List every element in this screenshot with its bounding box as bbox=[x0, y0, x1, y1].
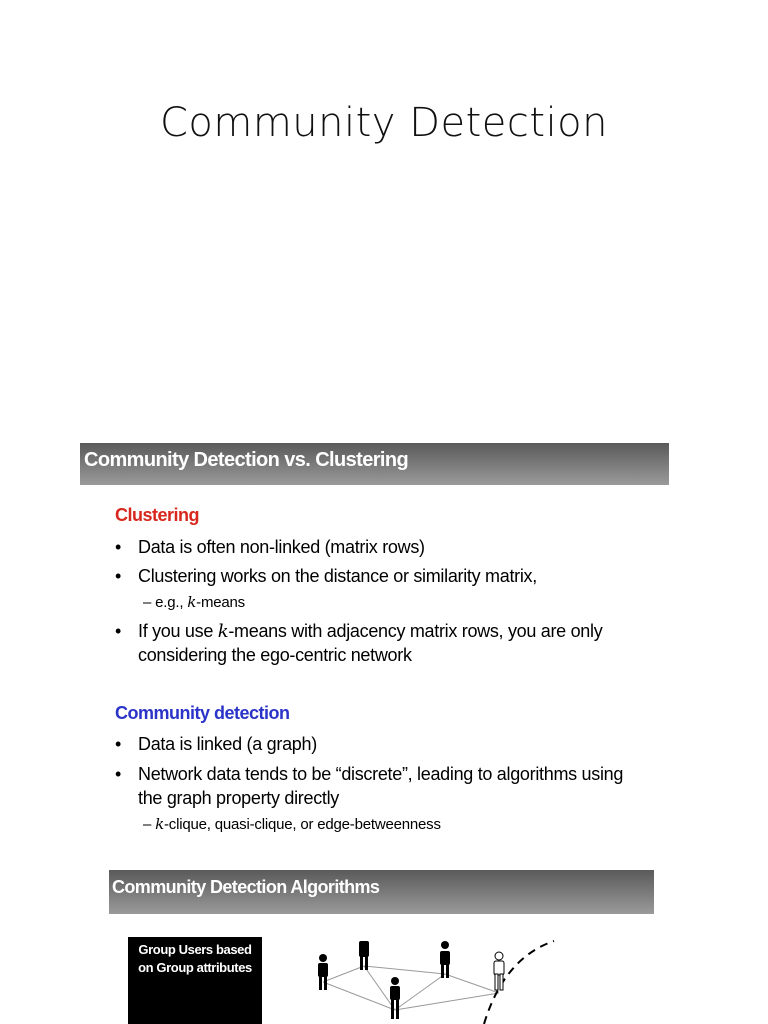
clustering-heading: Clustering bbox=[115, 505, 200, 525]
edge bbox=[395, 974, 445, 1010]
bullet-text bbox=[138, 619, 602, 644]
network-diagram bbox=[309, 938, 655, 1024]
clustering-bullet-3 bbox=[115, 619, 655, 669]
bullet-glyph: • bbox=[115, 764, 122, 784]
k-symbol: k bbox=[187, 593, 197, 611]
slide-header bbox=[109, 870, 654, 914]
edge bbox=[323, 982, 395, 1010]
bullet3-suffix: -means with adjacency matrix rows, you are only bbox=[228, 621, 603, 641]
page-title: Community Detection bbox=[159, 100, 609, 146]
person-icon bbox=[440, 941, 450, 978]
slide-community-detection-algorithms bbox=[109, 870, 655, 1024]
sub-suffix: -means bbox=[196, 594, 245, 611]
slide-header-title: Community Detection Algorithms bbox=[112, 877, 380, 897]
bullet3-prefix: If you use bbox=[138, 621, 218, 641]
slide-header bbox=[80, 443, 669, 485]
slide-community-vs-clustering bbox=[80, 443, 669, 843]
sub-prefix: – e.g., bbox=[143, 594, 188, 611]
edge bbox=[445, 974, 499, 993]
bullet-text: Network data tends to be “discrete”, leading to algorithms using bbox=[138, 764, 624, 784]
edge bbox=[323, 966, 364, 982]
k-symbol: k bbox=[217, 621, 229, 642]
person-icon bbox=[390, 977, 400, 1019]
network-edges bbox=[323, 966, 499, 1010]
box-line-2: on Group attributes bbox=[138, 960, 252, 975]
clustering-sub-kmeans bbox=[143, 593, 245, 611]
bullet-text-line2: considering the ego-centric network bbox=[138, 645, 412, 665]
sub-prefix: – bbox=[143, 816, 156, 833]
person-outline-icon bbox=[494, 952, 504, 990]
bullet-glyph: • bbox=[115, 734, 122, 754]
box-line-1: Group Users based bbox=[138, 942, 252, 957]
k-symbol: k bbox=[155, 815, 165, 833]
person-icon bbox=[318, 954, 328, 990]
edge bbox=[364, 966, 445, 974]
edge bbox=[395, 993, 499, 1010]
bullet-glyph: • bbox=[115, 566, 122, 586]
bullet-text-line2: the graph property directly bbox=[138, 788, 340, 808]
bullet-text: Data is linked (a graph) bbox=[138, 734, 317, 754]
bullet-text: Data is often non-linked (matrix rows) bbox=[138, 537, 425, 557]
community-bullet-2 bbox=[115, 762, 665, 812]
bullet-glyph: • bbox=[115, 537, 122, 557]
group-users-box bbox=[128, 937, 262, 1024]
person-icon bbox=[359, 938, 369, 970]
slide-header-title: Community Detection vs. Clustering bbox=[84, 449, 409, 471]
bullet-text: Clustering works on the distance or similarity matrix, bbox=[138, 566, 537, 586]
sub-suffix: -clique, quasi-clique, or edge-betweenness bbox=[164, 816, 441, 833]
bullet-glyph: • bbox=[115, 621, 122, 641]
community-detection-heading: Community detection bbox=[115, 703, 290, 723]
community-sub-clique bbox=[143, 815, 441, 833]
